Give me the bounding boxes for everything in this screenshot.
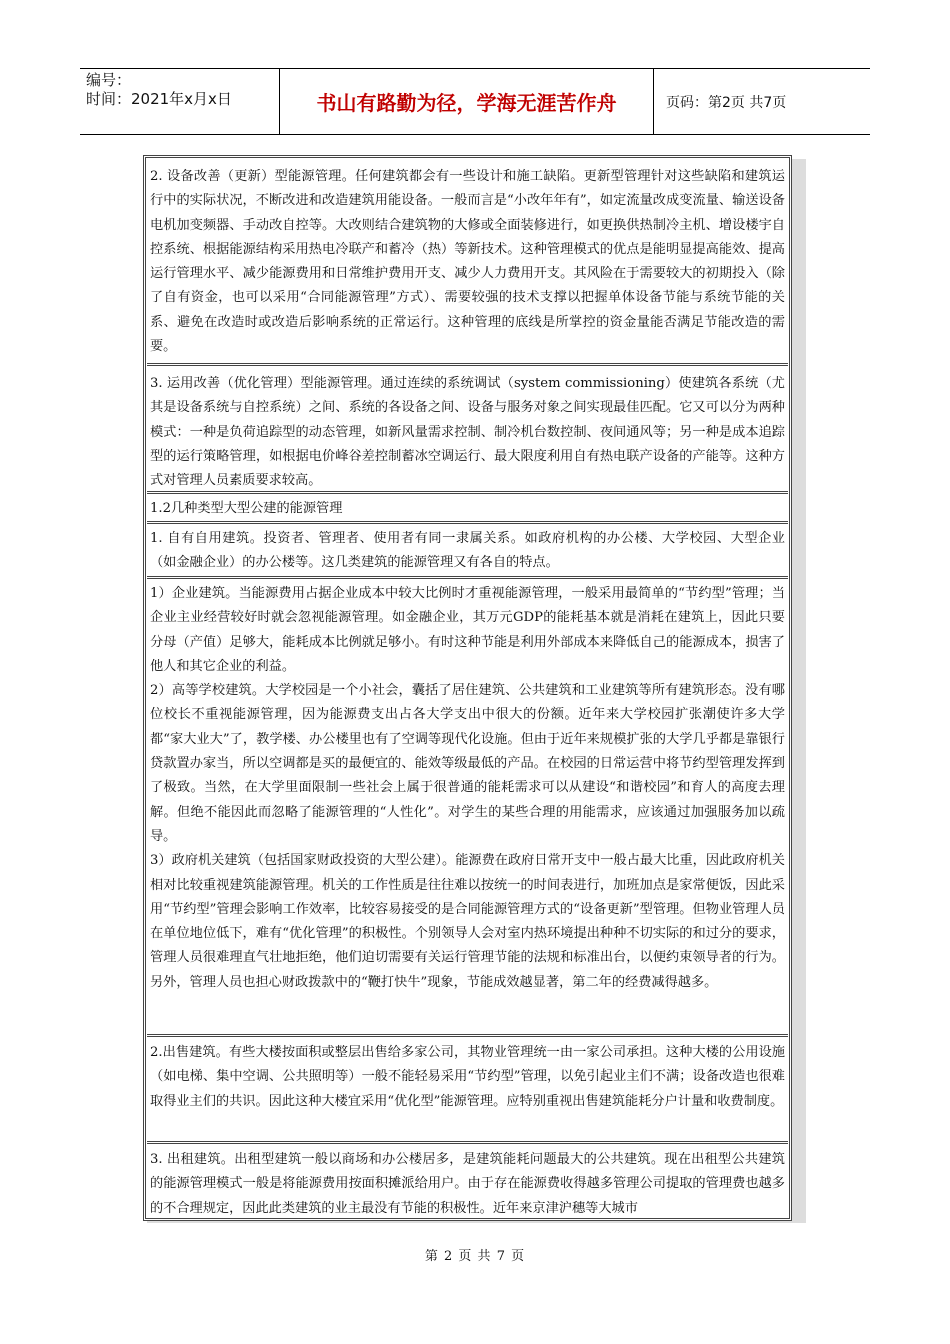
table-shadow-right [792,159,806,1223]
table-cell-equipment-upgrade [147,159,788,366]
paragraph-government: 3）政府机关建筑（包括国家财政投资的大型公建）。能源费在政府日常开支中一般占最大比重，因此政府机关相对比较重视建筑能源管理。机关的工作性质是往往难以按统一的时间表进行，加班加点是家常便饭，因此采用“节约型”管理会影响工作效率，比较容易接受的是合同能源管理方式的“设备更新”型管理。但物业管理人员在单位地位低下，难有“优化管理”的积极性。个别领导人会对室内热环境提出种种不切实际的和过分的要求，管理人员很难理直气壮地拒绝，他们迫切需要有关运行管理节能的法规和标准出台，以便约束领导者的行为。另外，管理人员也担心财政拨款中的“鞭打快牛”现象，节能成效越显著，第二年的经费减得越多。 [150,853,785,990]
document-number-label: 编号： [86,71,132,89]
cell-text: 2. 设备改善（更新）型能源管理。任何建筑都会有一些设计和施工缺陷。更新型管理针对这些缺陷和建筑运行中的实际状况，不断改进和改造建筑用能设备。一般而言是“小改年年有”，如定流量改成变流量、输送设备电机加变频器、手动改自控等。大改则结合建筑物的大修或全面装修进行，如更换供热制冷主机、增设楼宇自控系统、根据能源结构采用热电冷联产和蓄冷（热）等新技术。这种管理模式的优点是能明显提高能效、提高运行管理水平、减少能源费用和日常维护费用开支、减少人力费用开支。其风险在于需要较大的初期投入（除了自有资金，也可以采用“合同能源管理”方式）、需要较强的技术支撑以把握单体设备节能与系统节能的关系、避免在改造时或改造后影响系统的正常运行。这种管理的底线是所掌控的资金量能否满足节能改造的需要。 [150,169,785,355]
table-cell-section-heading [147,494,788,524]
header-meta [80,69,280,134]
paragraph-enterprise: 1）企业建筑。当能源费用占据企业成本中较大比例时才重视能源管理，一般采用最简单的“节约型”管理；当企业主业经营较好时就会忽视能源管理。如金融企业，其万元GDP的能耗基本就是消耗在建筑上，因此只要分母（产值）足够大，能耗成本比例就足够小。有时这种节能是利用外部成本来降低自己的能源成本，损害了他人和其它企业的利益。 [150,586,785,674]
table-shadow-bottom [147,1221,806,1223]
cell-text: 3. 出租建筑。出租型建筑一般以商场和办公楼居多，是建筑能耗问题最大的公共建筑。现在出租型公共建筑的能源管理模式一般是将能源费用按面积摊派给用户。由于存在能源费收得越多管理公司提取的管理费也越多的不合理规定，因此此类建筑的业主最没有节能的积极性。近年来京津沪穗等大城市 [150,1152,785,1216]
cell-text: 1. 自有自用建筑。投资者、管理者、使用者有同一隶属关系。如政府机构的办公楼、大学校园、大型企业（如金融企业）的办公楼等。这几类建筑的能源管理又有各自的特点。 [150,531,785,571]
table-cell-rental-buildings [147,1144,788,1219]
header-page-code: 页码：第2页 共7页 [666,94,787,111]
table-cell-building-types [147,579,788,1037]
table-cell-self-owned [147,524,788,579]
page-footer: 第 2 页 共 7 页 [424,1249,526,1264]
section-heading: 1.2几种类型大型公建的能源管理 [150,501,343,516]
document-date: 时间：2021年x月x日 [86,90,232,108]
header-slogan: 书山有路勤为径，学海无涯苦作舟 [280,69,654,134]
table-cell-sale-buildings [147,1037,788,1144]
table-cell-operation-optimization [147,366,788,494]
content-table [143,155,806,1223]
paragraph-university: 2）高等学校建筑。大学校园是一个小社会，囊括了居住建筑、公共建筑和工业建筑等所有建筑形态。没有哪位校长不重视能源管理，因为能源费支出占各大学支出中很大的份额。近年来大学校园扩张潮使许多大学都“家大业大”了，教学楼、办公楼里也有了空调等现代化设施。但由于近年来规模扩张的大学几乎都是靠银行贷款置办家当，所以空调都是买的最便宜的、能效等级最低的产品。在校园的日常运营中将节约型管理发挥到了极致。当然，在大学里面限制一些社会上属于很普通的能耗需求可以从建设“和谐校园”和育人的高度去理解。但绝不能因此而忽略了能源管理的“人性化”。对学生的某些合理的用能需求，应该通过加强服务加以疏导。 [150,683,785,844]
page-header [80,68,870,135]
cell-text: 2.出售建筑。有些大楼按面积或整层出售给多家公司，其物业管理统一由一家公司承担。这种大楼的公用设施（如电梯、集中空调、公共照明等）一般不能轻易采用“节约型”管理，以免引起业主们不满；设备改造也很难取得业主们的共识。因此这种大楼宜采用“优化型”能源管理。应特别重视出售建筑能耗分户计量和收费制度。 [150,1045,785,1109]
cell-text: 3. 运用改善（优化管理）型能源管理。通过连续的系统调试（system commissioning）使建筑各系统（尤其是设备系统与自控系统）之间、系统的各设备之间、设备与服务对象之间实现最佳匹配。它又可以分为两种模式：一种是负荷追踪型的动态管理，如新风量需求控制、制冷机台数控制、夜间通风等；另一种是成本追踪型的运行策略管理，如根据电价峰谷差控制蓄冰空调运行、最大限度利用自有热电联产设备的产能等。这种方式对管理人员素质要求较高。 [150,376,785,489]
